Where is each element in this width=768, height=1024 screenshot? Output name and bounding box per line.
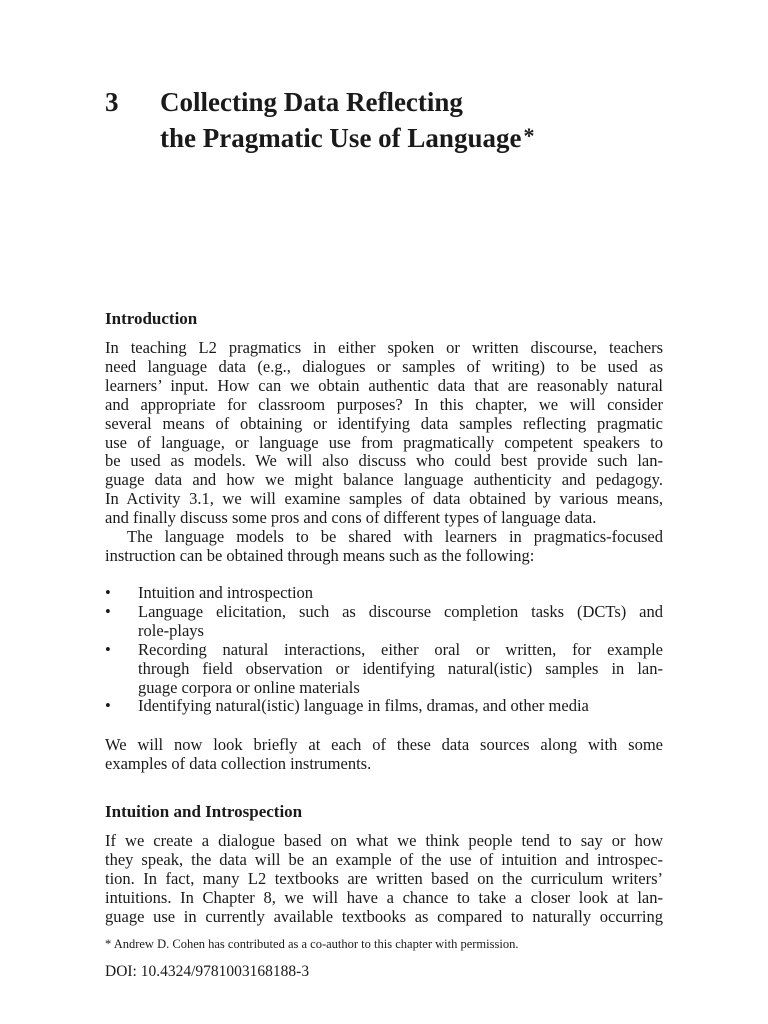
section-heading-intuition: Intuition and Introspection bbox=[105, 802, 303, 821]
text-line: and finally discuss some pros and cons of different types of language data. bbox=[105, 508, 597, 528]
list-item-text: role-plays bbox=[138, 620, 204, 640]
list-item bbox=[105, 603, 663, 641]
text-line: In teaching L2 pragmatics in either spoken or written discourse, teachers bbox=[105, 338, 663, 357]
chapter-title-line: the Pragmatic Use of Language* bbox=[160, 123, 535, 153]
text-line: We will now look briefly at each of these data sources along with some bbox=[105, 735, 663, 754]
text-line: guage use in currently available textbooks as compared to naturally occurring bbox=[105, 906, 663, 926]
bullet-icon: • bbox=[105, 601, 111, 621]
footnote bbox=[105, 936, 663, 952]
text-line: be used as models. We will also discuss who could best provide such lan- bbox=[105, 451, 663, 471]
text-line: tion. In fact, many L2 textbooks are written based on the curriculum writers’ bbox=[105, 868, 663, 888]
introduction-paragraph bbox=[105, 339, 663, 566]
list-item bbox=[105, 641, 663, 698]
text-line: instruction can be obtained through means such as the following: bbox=[105, 545, 535, 565]
intuition-paragraph bbox=[105, 832, 663, 927]
text-line: intuitions. In Chapter 8, we will have a chance to take a closer look at lan- bbox=[105, 887, 663, 907]
text-line: In Activity 3.1, we will examine samples of data obtained by various means, bbox=[105, 489, 663, 509]
list-item bbox=[105, 697, 663, 716]
footnote-mark: * bbox=[523, 123, 535, 148]
text-line: examples of data collection instruments. bbox=[105, 753, 372, 773]
chapter-number: 3 bbox=[105, 87, 119, 117]
book-page bbox=[105, 0, 663, 1024]
list-item-text: Language elicitation, such as discourse completion tasks (DCTs) and bbox=[138, 601, 663, 621]
text-line: use of language, or language use from pragmatically competent speakers to bbox=[105, 432, 663, 452]
text-line: several means of obtaining or identifying data samples reflecting pragmatic bbox=[105, 413, 663, 433]
list-item-text: through field observation or identifying natural(istic) samples in lan- bbox=[138, 658, 663, 678]
bullet-icon: • bbox=[105, 639, 111, 659]
text-line: they speak, the data will be an example of the use of intuition and introspec- bbox=[105, 849, 663, 869]
section-heading-introduction: Introduction bbox=[105, 309, 198, 328]
list-item-text: Intuition and introspection bbox=[138, 583, 314, 602]
footnote-mark: * bbox=[105, 937, 112, 951]
text-line: learners’ input. How can we obtain authentic data that are reasonably natural bbox=[105, 375, 663, 395]
text-line: and appropriate for classroom purposes? In this chapter, we will consider bbox=[105, 394, 663, 414]
list-item-text: Identifying natural(istic) language in films, dramas, and other media bbox=[138, 696, 589, 716]
bullet-icon: • bbox=[105, 583, 111, 602]
text-line: If we create a dialogue based on what we think people tend to say or how bbox=[105, 831, 663, 850]
data-source-list bbox=[105, 584, 663, 716]
bullet-icon: • bbox=[105, 696, 111, 716]
chapter-title bbox=[160, 86, 660, 155]
text-line: The language models to be shared with learners in pragmatics-focused bbox=[127, 527, 663, 547]
list-item-text: Recording natural interactions, either oral or written, for example bbox=[138, 639, 663, 659]
text-line: guage data and how we might balance language authenticity and pedagogy. bbox=[105, 470, 663, 490]
text-line: need language data (e.g., dialogues or samples of writing) to be used as bbox=[105, 356, 663, 376]
chapter-title-line: Collecting Data Reflecting bbox=[160, 87, 463, 117]
footnote-text: Andrew D. Cohen has contributed as a co-author to this chapter with permission. bbox=[113, 937, 519, 951]
doi-line: DOI: 10.4324/9781003168188-3 bbox=[105, 963, 310, 980]
list-item bbox=[105, 584, 663, 603]
list-item-text: guage corpora or online materials bbox=[138, 677, 360, 697]
closing-paragraph bbox=[105, 736, 663, 774]
